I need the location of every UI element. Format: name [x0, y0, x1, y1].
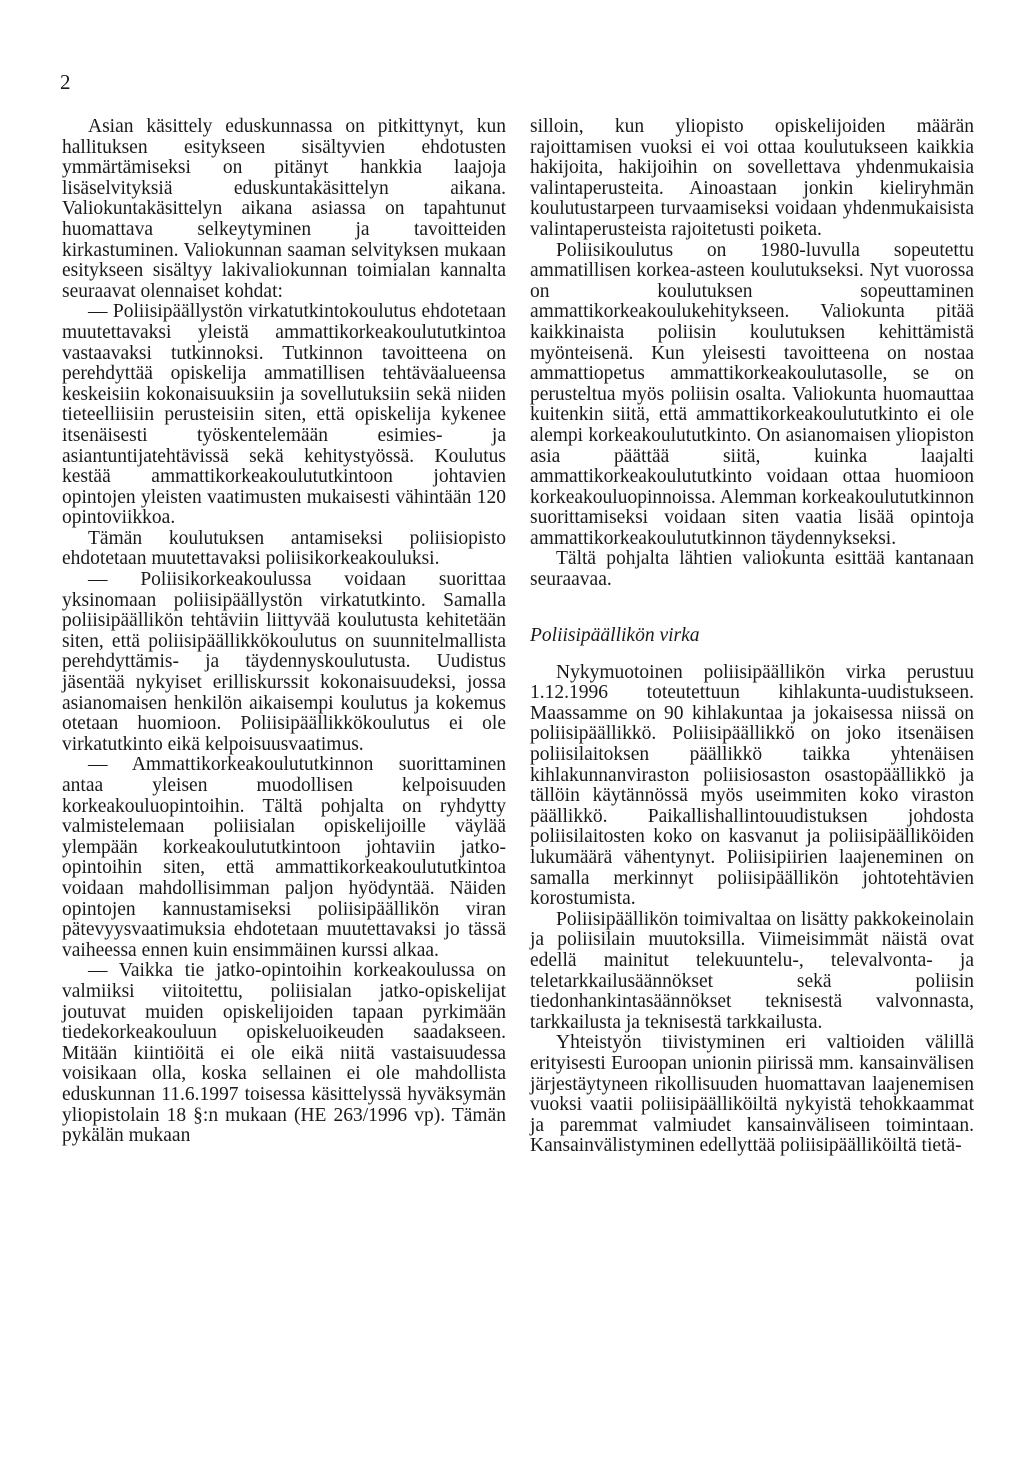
paragraph: silloin, kun yliopisto opiskelijoiden määrän rajoittamisen vuoksi ei voi ottaa koulutukseen kaikkia hakijoita, hakijoihin on sovellettava yhdenmukaisia valintaperusteita. Ainoastaan jonkin kieliryhmän koulutustarpeen turvaamiseksi voidaan yhdenmukaisista valintaperusteista rajoitetusti poiketa.	[530, 116, 974, 240]
paragraph: Poliisikoulutus on 1980-luvulla sopeutettu ammatillisen korkea-asteen koulutukseksi. Nyt vuorossa on koulutuksen sopeuttaminen ammattikorkeakoulukehitykseen. Valiokunta pitää kaikkinaista poliisin koulutuksen kehittämistä myönteisenä. Kun yleisesti tavoitteena on nostaa ammattiopetus ammattikorkeakoulutasolle, se on perusteltua myös poliisin osalta. Valiokunta huomauttaa kuitenkin siitä, että ammattikorkeakoulututkinto ei ole alempi korkeakoulututkinto. On asianomaisen yliopiston asia päättää siitä, kuinka laajalti ammattikorkeakoulututkinto voidaan ottaa huomioon korkeakouluopinnoissa. Alemman korkeakoulututkinnon suorittamiseksi voidaan siten vaatia lisää opintoja ammattikorkeakoulututkinnon täydennykseksi.	[530, 239, 974, 549]
left-column	[62, 117, 506, 1147]
paragraph: Tämän koulutuksen antamiseksi poliisiopisto ehdotetaan muutettavaksi poliisikorkeakouluksi.	[62, 527, 506, 570]
paragraph: Nykymuotoinen poliisipäällikön virka perustuu 1.12.1996 toteutettuun kihlakunta-uudistukseen. Maassamme on 90 kihlakuntaa ja jokaisessa niissä on poliisipäällikkö. Poliisipäällikkö on joko itsenäisen poliisilaitoksen päällikkö taikka yhtenäisen kihlakunnanviraston poliisiosaston osastopäällikkö ja tällöin käytännössä myös useimmiten koko viraston päällikkö. Paikallishallintouudistuksen johdosta poliisilaitosten koko on kasvanut ja poliisipäälliköiden lukumäärä vähentynyt. Poliisipiirien laajeneminen on samalla merkinnyt poliisipäällikön johtotehtävien korostumista.	[530, 661, 974, 910]
paragraph: Tältä pohjalta lähtien valiokunta esittää kantanaan seuraavaa.	[530, 548, 974, 591]
paragraph: Poliisipäällikön toimivaltaa on lisätty pakkokeinolain ja poliisilain muutoksilla. Viimeisimmät näistä ovat edellä mainitut telekuuntelu-, televalvonta- ja teletarkkailusäännökset sekä poliisin tiedonhankintasäännökset teknisestä valvonnasta, tarkkailusta ja teknisestä tarkkailusta.	[530, 908, 974, 1033]
paragraph: — Vaikka tie jatko-opintoihin korkeakoulussa on valmiiksi viitoitettu, poliisialan jatko-opiskelijat joutuvat muiden opiskelijoiden tapaan pyrkimään tiedekorkeakouluun opiskeluoikeuden saadakseen. Mitään kiintiöitä ei ole eikä niitä vastaisuudessa voisikaan olla, koska sellainen ei ole mahdollista eduskunnan 11.6.1997 toisessa käsittelyssä hyväksymän yliopistolain 18 §:n mukaan (HE 263/1996 vp). Tämän pykälän mukaan	[62, 960, 506, 1147]
paragraph: Asian käsittely eduskunnassa on pitkittynyt, kun hallituksen esitykseen sisältyvien ehdotusten ymmärtämiseksi on pitänyt hankkia laajoja lisäselvityksiä eduskuntakäsittelyn aikana. Valiokuntakäsittelyn aikana asiassa on tapahtunut huomattava selkeytyminen ja tavoitteiden kirkastuminen. Valiokunnan saaman selvityksen mukaan esitykseen sisältyy lakivaliokunnan toimialan kannalta seuraavat olennaiset kohdat:	[62, 116, 506, 302]
paragraph: — Poliisikorkeakoulussa voidaan suorittaa yksinomaan poliisipäällystön virkatutkinto. Samalla poliisipäällikön tehtäviin liittyvää koulutusta kehitetään siten, että poliisipäällikkökoulutus on suunnitelmallista perehdyttämis- ja täydennyskoulutusta. Uudistus jäsentää nykyiset erilliskurssit kokonaisuudeksi, jossa asianomaisen henkilön aikaisempi koulutus ja kokemus otetaan huomioon. Poliisipäällikkökoulutus ei ole virkatutkinto eikä kelpoisuusvaatimus.	[62, 569, 506, 755]
right-column	[530, 117, 974, 1157]
page-number: 2	[60, 70, 71, 94]
paragraph: — Poliisipäällystön virkatutkintokoulutus ehdotetaan muutettavaksi yleistä ammattikorkeakoulututkintoa vastaavaksi tutkinnoksi. Tutkinnon tavoitteena on perehdyttää opiskelija ammatillisen tehtäväalueensa keskeisiin kokonaisuuksiin ja sovellutuksiin sekä niiden tieteelliisiin perusteisiin siten, että opiskelija kykenee itsenäisesti työskentelemään esimies- ja asiantuntijatehtävissä sekä kehitystyössä. Koulutus kestää ammattikorkeakoulututkintoon johtavien opintojen yleisten vaatimusten mukaisesti vähintään 120 opintoviikkoa.	[62, 301, 506, 529]
section-heading: Poliisipäällikön virka	[530, 624, 700, 646]
paragraph: — Ammattikorkeakoulututkinnon suorittaminen antaa yleisen muodollisen kelpoisuuden korkeakouluopintoihin. Tältä pohjalta on ryhdytty valmistelemaan poliisialan opiskelijoille väylää ylempään korkeakoulututkintoon johtaviin jatko-opintoihin siten, että ammattikorkeakoulututkintoa voidaan mahdollisimman paljon hyödyntää. Näiden opintojen kannustamiseksi poliisipäällikön viran pätevyysvaatimuksia ehdotetaan muutettavaksi jo tässä vaiheessa ennen kuin ensimmäinen kurssi alkaa.	[62, 754, 506, 961]
paragraph: Yhteistyön tiivistyminen eri valtioiden välillä erityisesti Euroopan unionin piirissä mm. kansainvälisen järjestäytyneen rikollisuuden huomattavan laajenemisen vuoksi vaatii poliisipäälliköiltä nykyistä tehokkaammat ja paremmat valmiudet kansainväliseen toimintaan. Kansainvälistyminen edellyttää poliisipäälliköiltä tietä-	[530, 1032, 974, 1157]
